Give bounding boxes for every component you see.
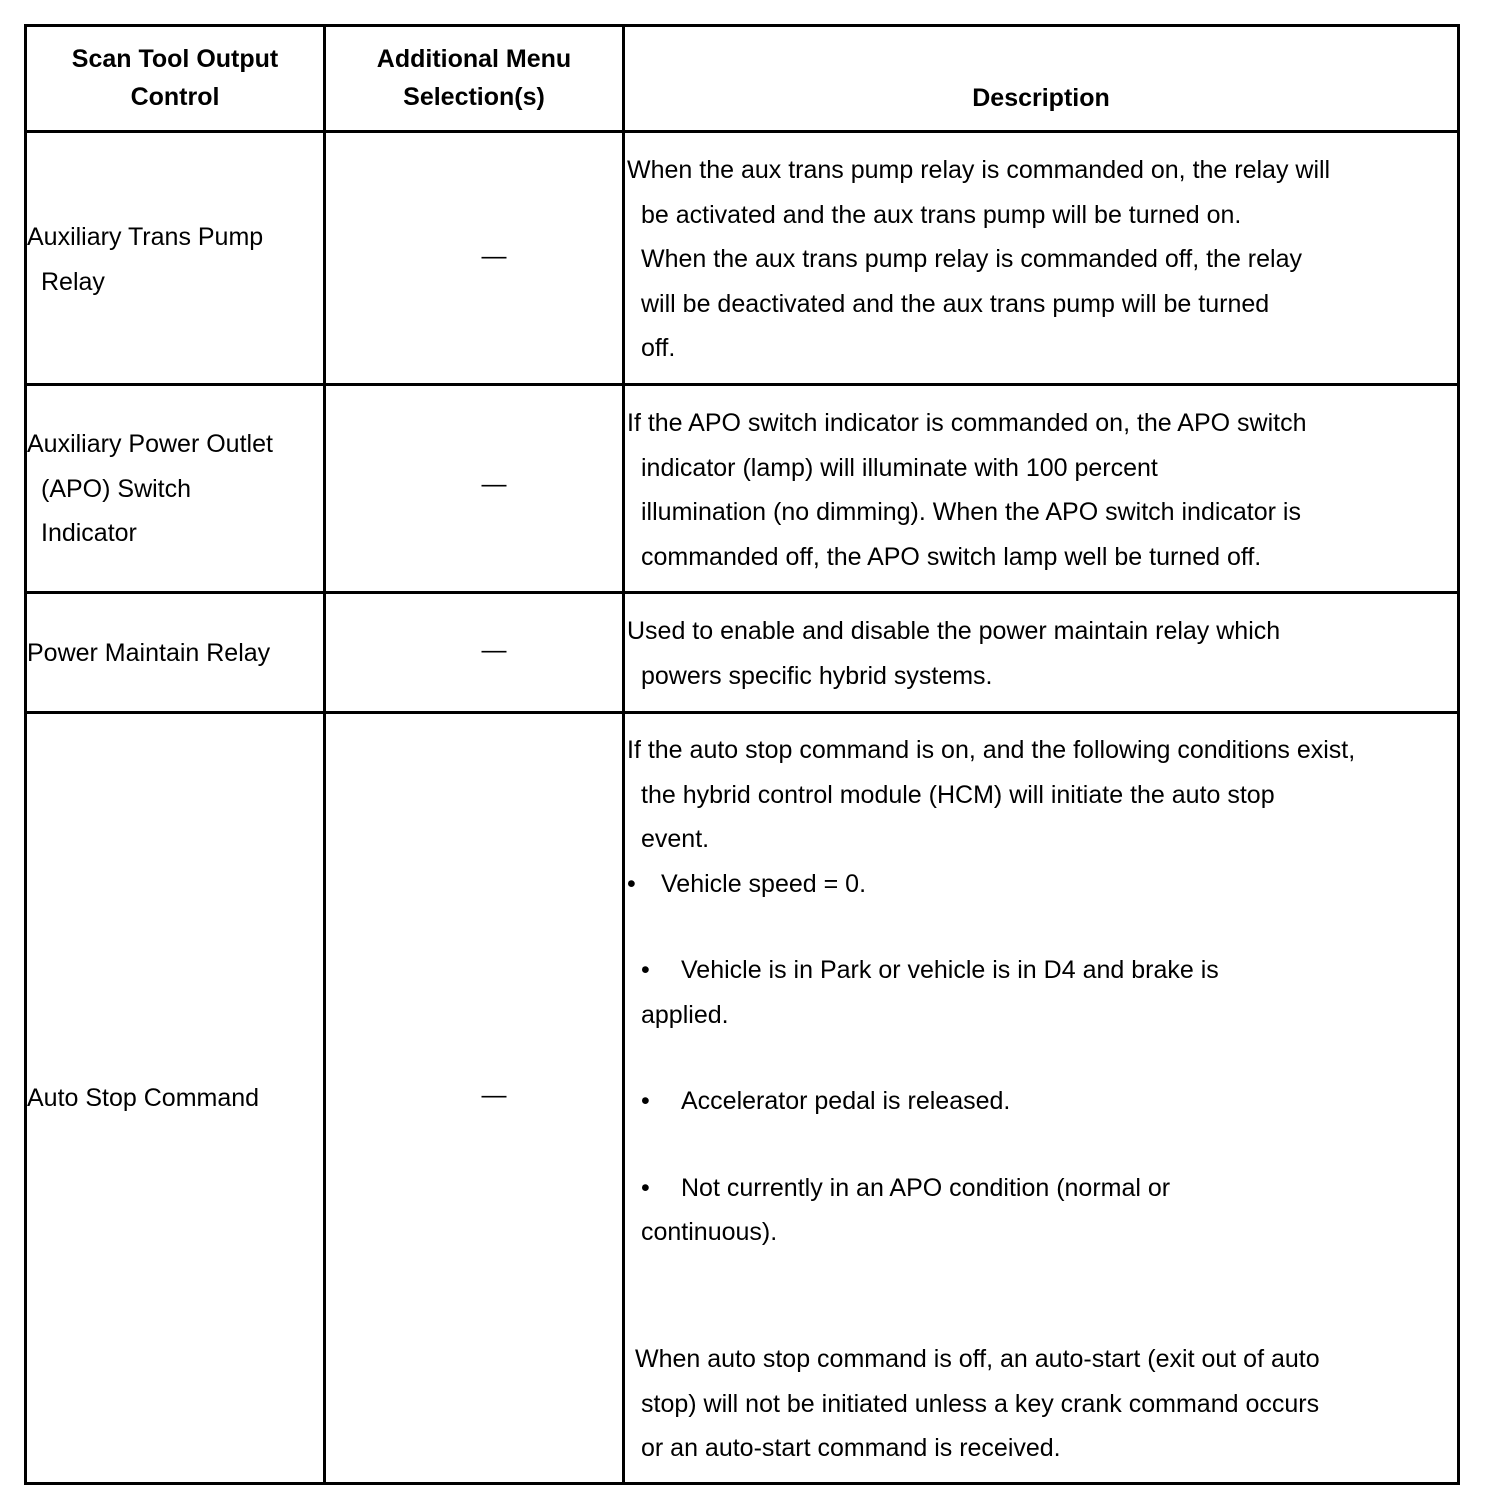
row-4-description-off: When auto stop command is off, an auto-start (exit out of auto stop) will not be initiated unless a key crank command occurs or an auto-start command is received. (635, 1345, 1320, 1462)
table-border-right (1457, 24, 1460, 1485)
row-divider (24, 711, 1460, 714)
row-1-description: When the aux trans pump relay is commanded on, the relay will be activated and the aux trans pump will be turned on. When the aux trans pump relay is commanded off, the relay will be deactivated and the aux trans pump will be turned off. (627, 156, 1331, 362)
header-scan-tool-output-control: Scan Tool Output Control (71, 45, 279, 111)
row-4-menu-selection: — (481, 1081, 507, 1109)
row-3-control: Power Maintain Relay (27, 639, 271, 667)
scan-tool-output-table (24, 24, 1460, 1485)
bullet-item: • Accelerator pedal is released. (627, 1079, 1355, 1124)
bullet-icon: • (641, 1173, 650, 1202)
table-border-bottom (24, 1482, 1460, 1485)
bullet-item: • Not currently in an APO condition (normal or (627, 1166, 1355, 1211)
row-1-control: Auxiliary Trans Pump Relay (27, 223, 264, 296)
row-4-control: Auto Stop Command (27, 1084, 260, 1112)
bullet-item: • Vehicle speed = 0. (627, 862, 1355, 907)
header-description: Description (972, 84, 1110, 112)
row-3-menu-selection: — (481, 636, 507, 664)
row-2-menu-selection: — (481, 470, 507, 498)
row-3-description: Used to enable and disable the power maintain relay which powers specific hybrid systems. (627, 617, 1281, 690)
row-1-menu-selection: — (481, 242, 507, 270)
bullet-icon: • (641, 956, 650, 984)
row-4-description: If the auto stop command is on, and the following conditions exist, the hybrid control module (HCM) will initiate the auto stop event. • Vehicle speed = 0. • Vehicle is in Park or vehicle is in D4 and brake is applied. • Accelerator pedal is released. • Not currently in an APO condition (normal or continuous). (627, 736, 1356, 1246)
table-border-top (24, 24, 1460, 27)
row-2-control: Auxiliary Power Outlet (APO) Switch Indicator (27, 430, 273, 547)
column-divider (323, 24, 326, 1485)
header-additional-menu-selections: Additional Menu Selection(s) (376, 45, 572, 111)
bullet-icon: • (641, 1087, 650, 1115)
header-divider (24, 130, 1460, 133)
row-2-description: If the APO switch indicator is commanded on, the APO switch indicator (lamp) will illuminate with 100 percent illumination (no dimming). When the APO switch indicator is commanded off, the APO switch lamp well be turned off. (627, 409, 1307, 571)
bullet-item: • Vehicle is in Park or vehicle is in D4 and brake is (627, 948, 1355, 993)
bullet-icon: • (627, 869, 636, 898)
row-divider (24, 591, 1460, 594)
row-divider (24, 383, 1460, 386)
